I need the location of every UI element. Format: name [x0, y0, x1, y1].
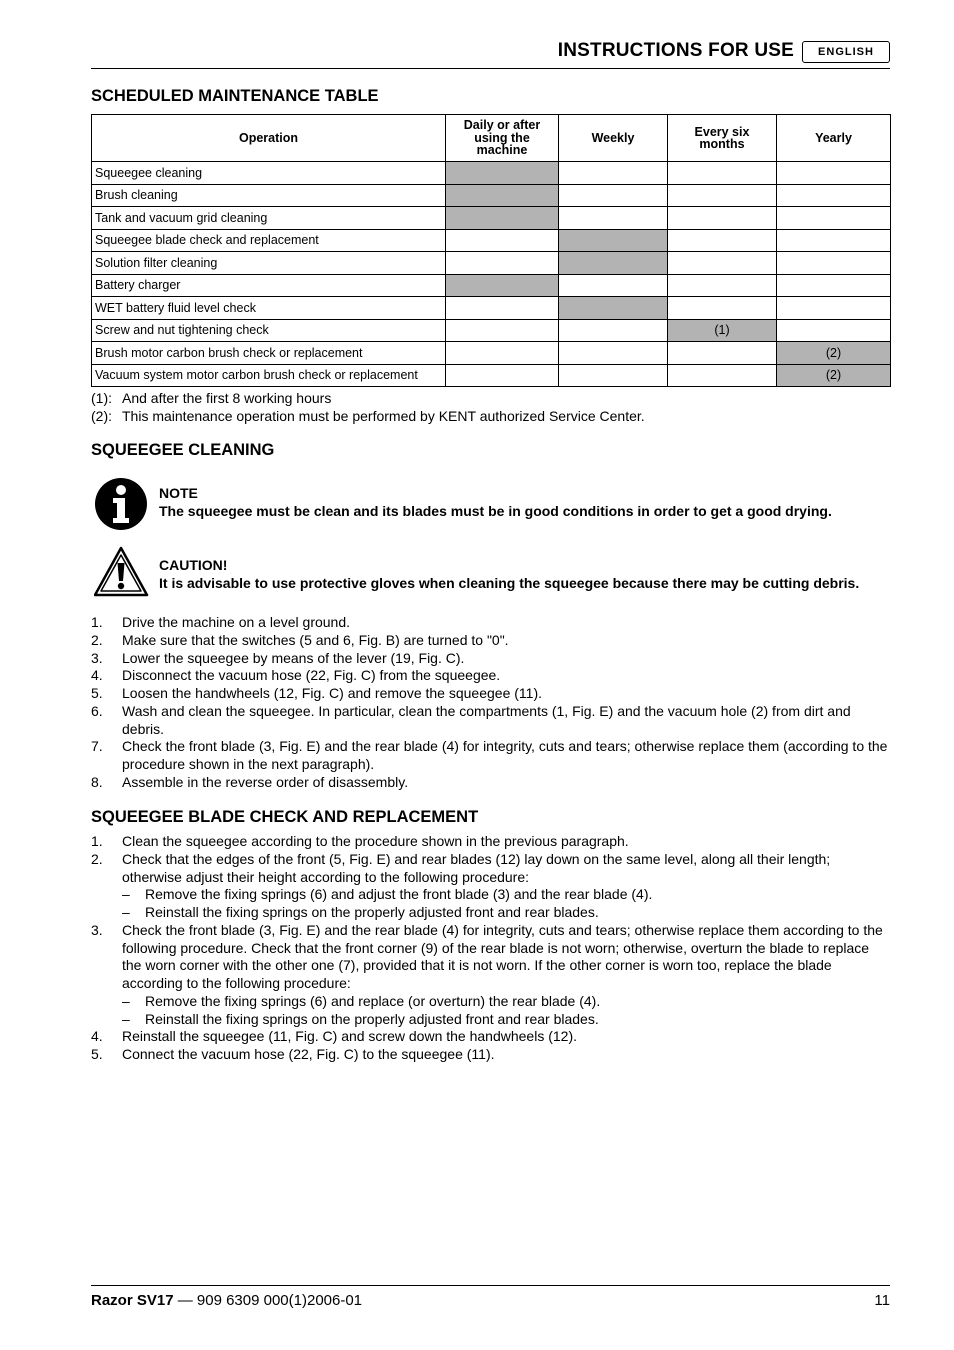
- step-number: 1.: [91, 833, 103, 849]
- step-text: Check that the edges of the front (5, Fig. E) and rear blades (12) lay down on the same level, along all their length; otherwise adjust their height according to the following procedure:: [122, 850, 831, 885]
- operation-cell: Battery charger: [92, 274, 446, 297]
- sub-list-item: [91, 886, 891, 904]
- frequency-cell: [446, 297, 559, 320]
- step-number: 7.: [91, 738, 103, 755]
- footnote-marker: (1): [714, 323, 730, 338]
- scheduled-cell: [446, 274, 559, 297]
- sub-step-text: Reinstall the fixing springs on the properly adjusted front and rear blades.: [145, 904, 599, 920]
- frequency-cell: [777, 184, 891, 207]
- step-number: 3.: [91, 649, 103, 666]
- footnote: [91, 389, 891, 407]
- sub-step-text: Remove the fixing springs (6) and adjust the front blade (3) and the rear blade (4).: [145, 886, 653, 903]
- frequency-cell: [668, 162, 777, 185]
- column-header: Weekly: [559, 115, 668, 162]
- footnote-text: This maintenance operation must be performed by KENT authorized Service Center.: [122, 408, 645, 424]
- note-title: NOTE: [159, 485, 198, 501]
- frequency-cell: [668, 207, 777, 230]
- list-item: [91, 833, 891, 851]
- scheduled-cell: [559, 229, 668, 252]
- list-item: [91, 738, 891, 774]
- maintenance-table: [91, 114, 891, 387]
- frequency-cell: [777, 229, 891, 252]
- step-text: Check the front blade (3, Fig. E) and the rear blade (4) for integrity, cuts and tears; otherwise replace them (according to the procedure shown in the next paragraph).: [122, 738, 888, 772]
- frequency-cell: [446, 229, 559, 252]
- scheduled-cell: [668, 319, 777, 342]
- list-item: [91, 667, 891, 685]
- blade-steps-list: [91, 833, 891, 1064]
- operation-cell: Brush motor carbon brush check or replacement: [92, 342, 446, 365]
- step-number: 6.: [91, 702, 103, 719]
- list-item: [91, 1046, 891, 1064]
- scheduled-cell: [446, 184, 559, 207]
- frequency-cell: [446, 342, 559, 365]
- operation-cell: Squeegee cleaning: [92, 162, 446, 185]
- list-item: [91, 1028, 891, 1046]
- frequency-cell: [559, 162, 668, 185]
- footnote-marker: (2): [825, 368, 842, 383]
- cleaning-steps-list: [91, 614, 891, 792]
- frequency-cell: [668, 342, 777, 365]
- table-row: [92, 229, 891, 252]
- table-row: [92, 319, 891, 342]
- frequency-cell: [777, 162, 891, 185]
- table-row: [92, 297, 891, 320]
- page-header: [91, 38, 890, 69]
- column-header: Yearly: [777, 115, 891, 162]
- step-text: Connect the vacuum hose (22, Fig. C) to the squeegee (11).: [122, 1046, 495, 1062]
- operation-cell: Tank and vacuum grid cleaning: [92, 207, 446, 230]
- frequency-cell: [777, 319, 891, 342]
- list-item: [91, 851, 891, 887]
- step-text: Lower the squeegee by means of the lever (19, Fig. C).: [122, 649, 465, 666]
- frequency-cell: [559, 342, 668, 365]
- table-row: [92, 364, 891, 387]
- page-footer: [91, 1285, 890, 1309]
- squeegee-cleaning-heading: SQUEEGEE CLEANING: [91, 441, 275, 459]
- sub-dash: –: [122, 886, 130, 903]
- frequency-cell: [559, 274, 668, 297]
- scheduled-cell: [446, 207, 559, 230]
- frequency-cell: [668, 364, 777, 387]
- step-text: Clean the squeegee according to the procedure shown in the previous paragraph.: [122, 833, 629, 849]
- table-footnotes: [91, 389, 891, 425]
- frequency-cell: [668, 252, 777, 275]
- caution-text: It is advisable to use protective gloves when cleaning the squeegee because there may be cutting debris.: [159, 575, 860, 591]
- step-text: Wash and clean the squeegee. In particular, clean the compartments (1, Fig. E) and the vacuum hole (2) from dirt and debris.: [122, 702, 851, 737]
- table-row: [92, 162, 891, 185]
- operation-cell: Vacuum system motor carbon brush check or replacement: [92, 364, 446, 387]
- step-text: Reinstall the squeegee (11, Fig. C) and screw down the handwheels (12).: [122, 1028, 577, 1045]
- frequency-cell: [668, 229, 777, 252]
- frequency-cell: [777, 297, 891, 320]
- list-item: [91, 774, 891, 792]
- footnote-text: And after the first 8 working hours: [122, 390, 332, 406]
- blade-check-heading: SQUEEGEE BLADE CHECK AND REPLACEMENT: [91, 808, 479, 826]
- table-row: [92, 207, 891, 230]
- frequency-cell: [559, 319, 668, 342]
- header-title: INSTRUCTIONS FOR USE: [557, 40, 794, 61]
- list-item: [91, 614, 891, 632]
- maintenance-heading: SCHEDULED MAINTENANCE TABLE: [91, 87, 379, 105]
- sub-dash: –: [122, 992, 130, 1009]
- step-number: 2.: [91, 631, 103, 648]
- step-number: 1.: [91, 614, 103, 630]
- sub-step-text: Remove the fixing springs (6) and replace (or overturn) the rear blade (4).: [145, 992, 601, 1009]
- info-icon: [94, 476, 150, 537]
- page-number: 11: [874, 1292, 890, 1309]
- sub-step-text: Reinstall the fixing springs on the properly adjusted front and rear blades.: [145, 1010, 599, 1027]
- step-number: 2.: [91, 850, 103, 867]
- frequency-cell: [446, 319, 559, 342]
- step-text: Assemble in the reverse order of disassembly.: [122, 773, 409, 790]
- column-header: Daily or after using the machine: [446, 115, 559, 162]
- sub-list-item: [91, 904, 891, 922]
- step-text: Disconnect the vacuum hose (22, Fig. C) from the squeegee.: [122, 667, 501, 684]
- list-item: [91, 922, 891, 993]
- frequency-cell: [559, 364, 668, 387]
- frequency-cell: [446, 252, 559, 275]
- frequency-cell: [668, 297, 777, 320]
- step-number: 3.: [91, 921, 103, 938]
- scheduled-cell: [559, 297, 668, 320]
- frequency-cell: [668, 184, 777, 207]
- scheduled-cell: [777, 364, 891, 387]
- scheduled-cell: [446, 162, 559, 185]
- step-text: Drive the machine on a level ground.: [122, 614, 351, 630]
- operation-cell: Screw and nut tightening check: [92, 319, 446, 342]
- scheduled-cell: [559, 252, 668, 275]
- step-number: 5.: [91, 685, 103, 701]
- operation-cell: Solution filter cleaning: [92, 252, 446, 275]
- footer-doc-number: — 909 6309 000(1)2006-01: [173, 1292, 363, 1309]
- frequency-cell: [446, 364, 559, 387]
- frequency-cell: [668, 274, 777, 297]
- column-header: Every six months: [668, 115, 777, 162]
- table-row: [92, 184, 891, 207]
- footnote: [91, 407, 891, 425]
- sub-dash: –: [122, 904, 130, 920]
- frequency-cell: [559, 207, 668, 230]
- table-header-row: [92, 115, 891, 162]
- language-badge: ENGLISH: [802, 41, 890, 63]
- warning-icon: [94, 546, 150, 603]
- table-row: [92, 274, 891, 297]
- footer-model: Razor SV17: [91, 1292, 174, 1309]
- step-number: 4.: [91, 1028, 103, 1045]
- operation-cell: Brush cleaning: [92, 184, 446, 207]
- frequency-cell: [777, 207, 891, 230]
- list-item: [91, 650, 891, 668]
- frequency-cell: [777, 274, 891, 297]
- sub-dash: –: [122, 1010, 130, 1027]
- footnote-marker: (2): [825, 345, 842, 360]
- list-item: [91, 685, 891, 703]
- list-item: [91, 703, 891, 739]
- step-text: Check the front blade (3, Fig. E) and the rear blade (4) for integrity, cuts and tears; otherwise replace them according to the following procedure. Check that the front corner (9) of the rear blade is not worn; otherwise, overturn the blade to replace the worn corner with the other one (7), provided that it is not worn. If the other corner is worn too, replace the blade according to the following procedure:: [122, 921, 883, 991]
- step-number: 8.: [91, 773, 103, 790]
- operation-cell: WET battery fluid level check: [92, 297, 446, 320]
- table-row: [92, 342, 891, 365]
- step-text: Make sure that the switches (5 and 6, Fig. B) are turned to "0".: [122, 631, 509, 648]
- sub-list-item: [91, 1011, 891, 1029]
- column-header: Operation: [92, 115, 446, 162]
- frequency-cell: [777, 252, 891, 275]
- step-number: 5.: [91, 1046, 103, 1062]
- table-row: [92, 252, 891, 275]
- operation-cell: Squeegee blade check and replacement: [92, 229, 446, 252]
- list-item: [91, 632, 891, 650]
- scheduled-cell: [777, 342, 891, 365]
- caution-title: CAUTION!: [159, 557, 228, 573]
- note-text: The squeegee must be clean and its blades must be in good conditions in order to get a good drying.: [159, 503, 832, 519]
- table-body: [92, 162, 891, 387]
- footnote-key: (1):: [91, 390, 112, 406]
- step-text: Loosen the handwheels (12, Fig. C) and remove the squeegee (11).: [122, 685, 542, 701]
- frequency-cell: [559, 184, 668, 207]
- sub-list-item: [91, 993, 891, 1011]
- footnote-key: (2):: [91, 408, 112, 424]
- step-number: 4.: [91, 667, 103, 684]
